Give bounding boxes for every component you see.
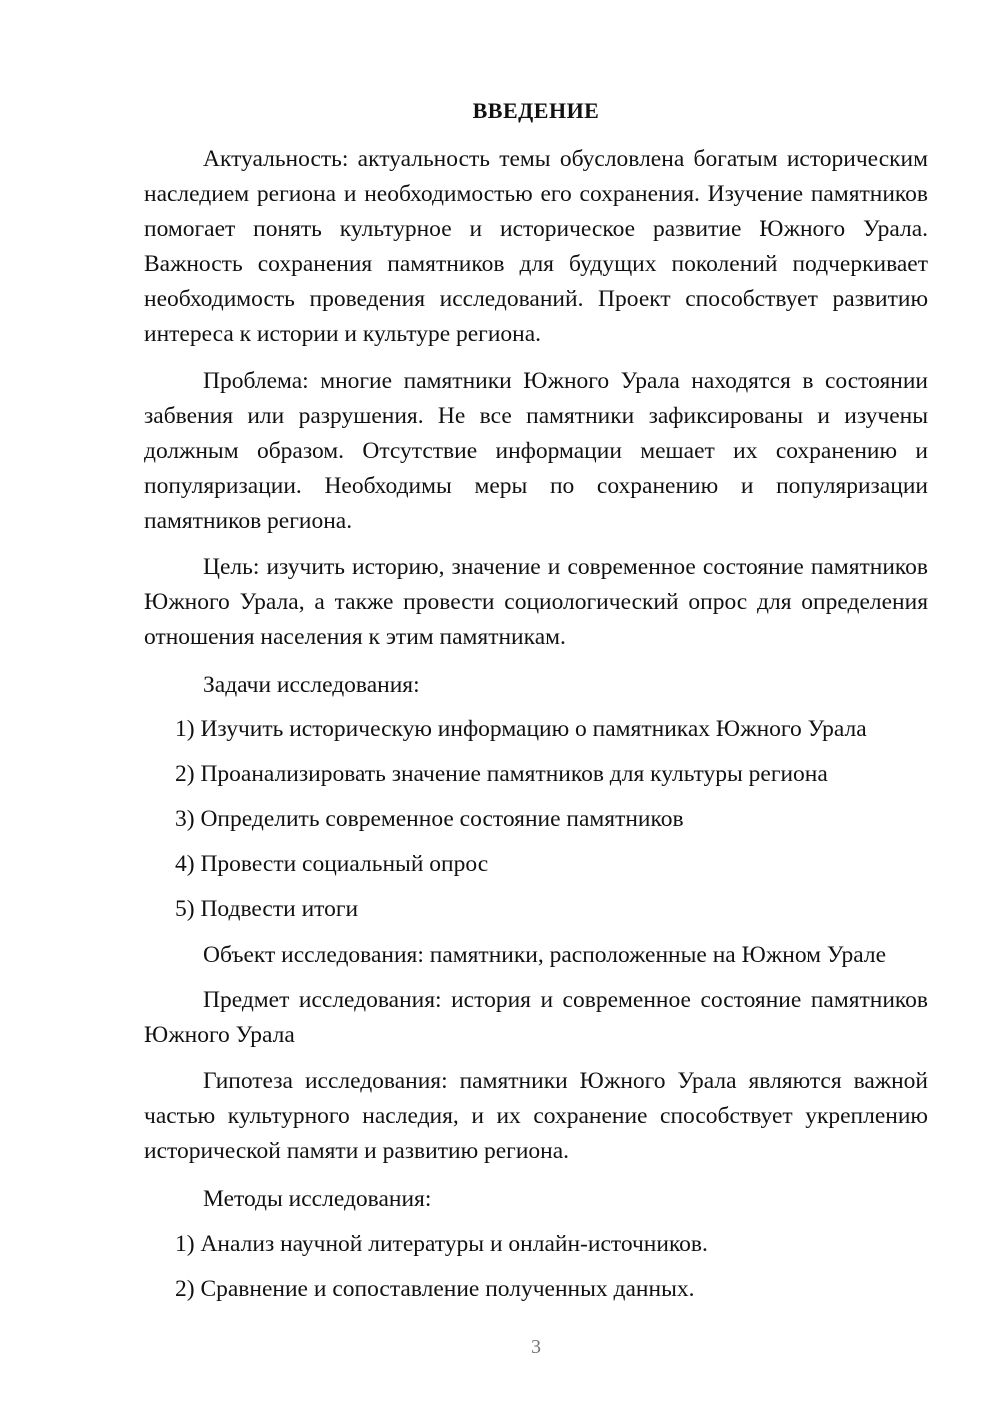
page-number: 3 [531, 1336, 541, 1358]
methods-heading: Методы исследования: [203, 1186, 432, 1212]
hypothesis-paragraph: Гипотеза исследования: памятники Южного Урала являются важной частью культурного наследия, и их сохранение способствует укреплению исторической памяти и развитию региона. [144, 1068, 928, 1164]
task-item: 4) Провести социальный опрос [175, 851, 489, 877]
tasks-heading: Задачи исследования: [203, 672, 420, 698]
section-title: ВВЕДЕНИЕ [472, 98, 600, 123]
document-page [144, 0, 928, 1414]
task-item: 5) Подвести итоги [175, 896, 359, 922]
task-item: 1) Изучить историческую информацию о памятниках Южного Урала [175, 716, 867, 742]
subject-paragraph: Предмет исследования: история и современное состояние памятников Южного Урала [144, 987, 928, 1048]
method-item: 1) Анализ научной литературы и онлайн-источников. [175, 1231, 708, 1257]
task-item: 3) Определить современное состояние памятников [175, 806, 684, 832]
task-item: 2) Проанализировать значение памятников для культуры региона [175, 761, 828, 787]
goal-paragraph: Цель: изучить историю, значение и современное состояние памятников Южного Урала, а также провести социологический опрос для определения отношения населения к этим памятникам. [144, 554, 928, 650]
method-item: 2) Сравнение и сопоставление полученных данных. [175, 1276, 695, 1302]
problem-paragraph: Проблема: многие памятники Южного Урала находятся в состоянии забвения или разрушения. Не все памятники зафиксированы и изучены должным образом. Отсутствие информации мешает их сохранению и популяризации. Необходимы меры по сохранению и популяризации памятников региона. [144, 368, 928, 534]
object-paragraph: Объект исследования: памятники, расположенные на Южном Урале [203, 942, 887, 968]
relevance-paragraph: Актуальность: актуальность темы обусловлена богатым историческим наследием региона и необходимостью его сохранения. Изучение памятников помогает понять культурное и историческое развитие Южного Урала. Важность сохранения памятников для будущих поколений подчеркивает необходимость проведения исследований. Проект способствует развитию интереса к истории и культуре региона. [144, 146, 928, 347]
